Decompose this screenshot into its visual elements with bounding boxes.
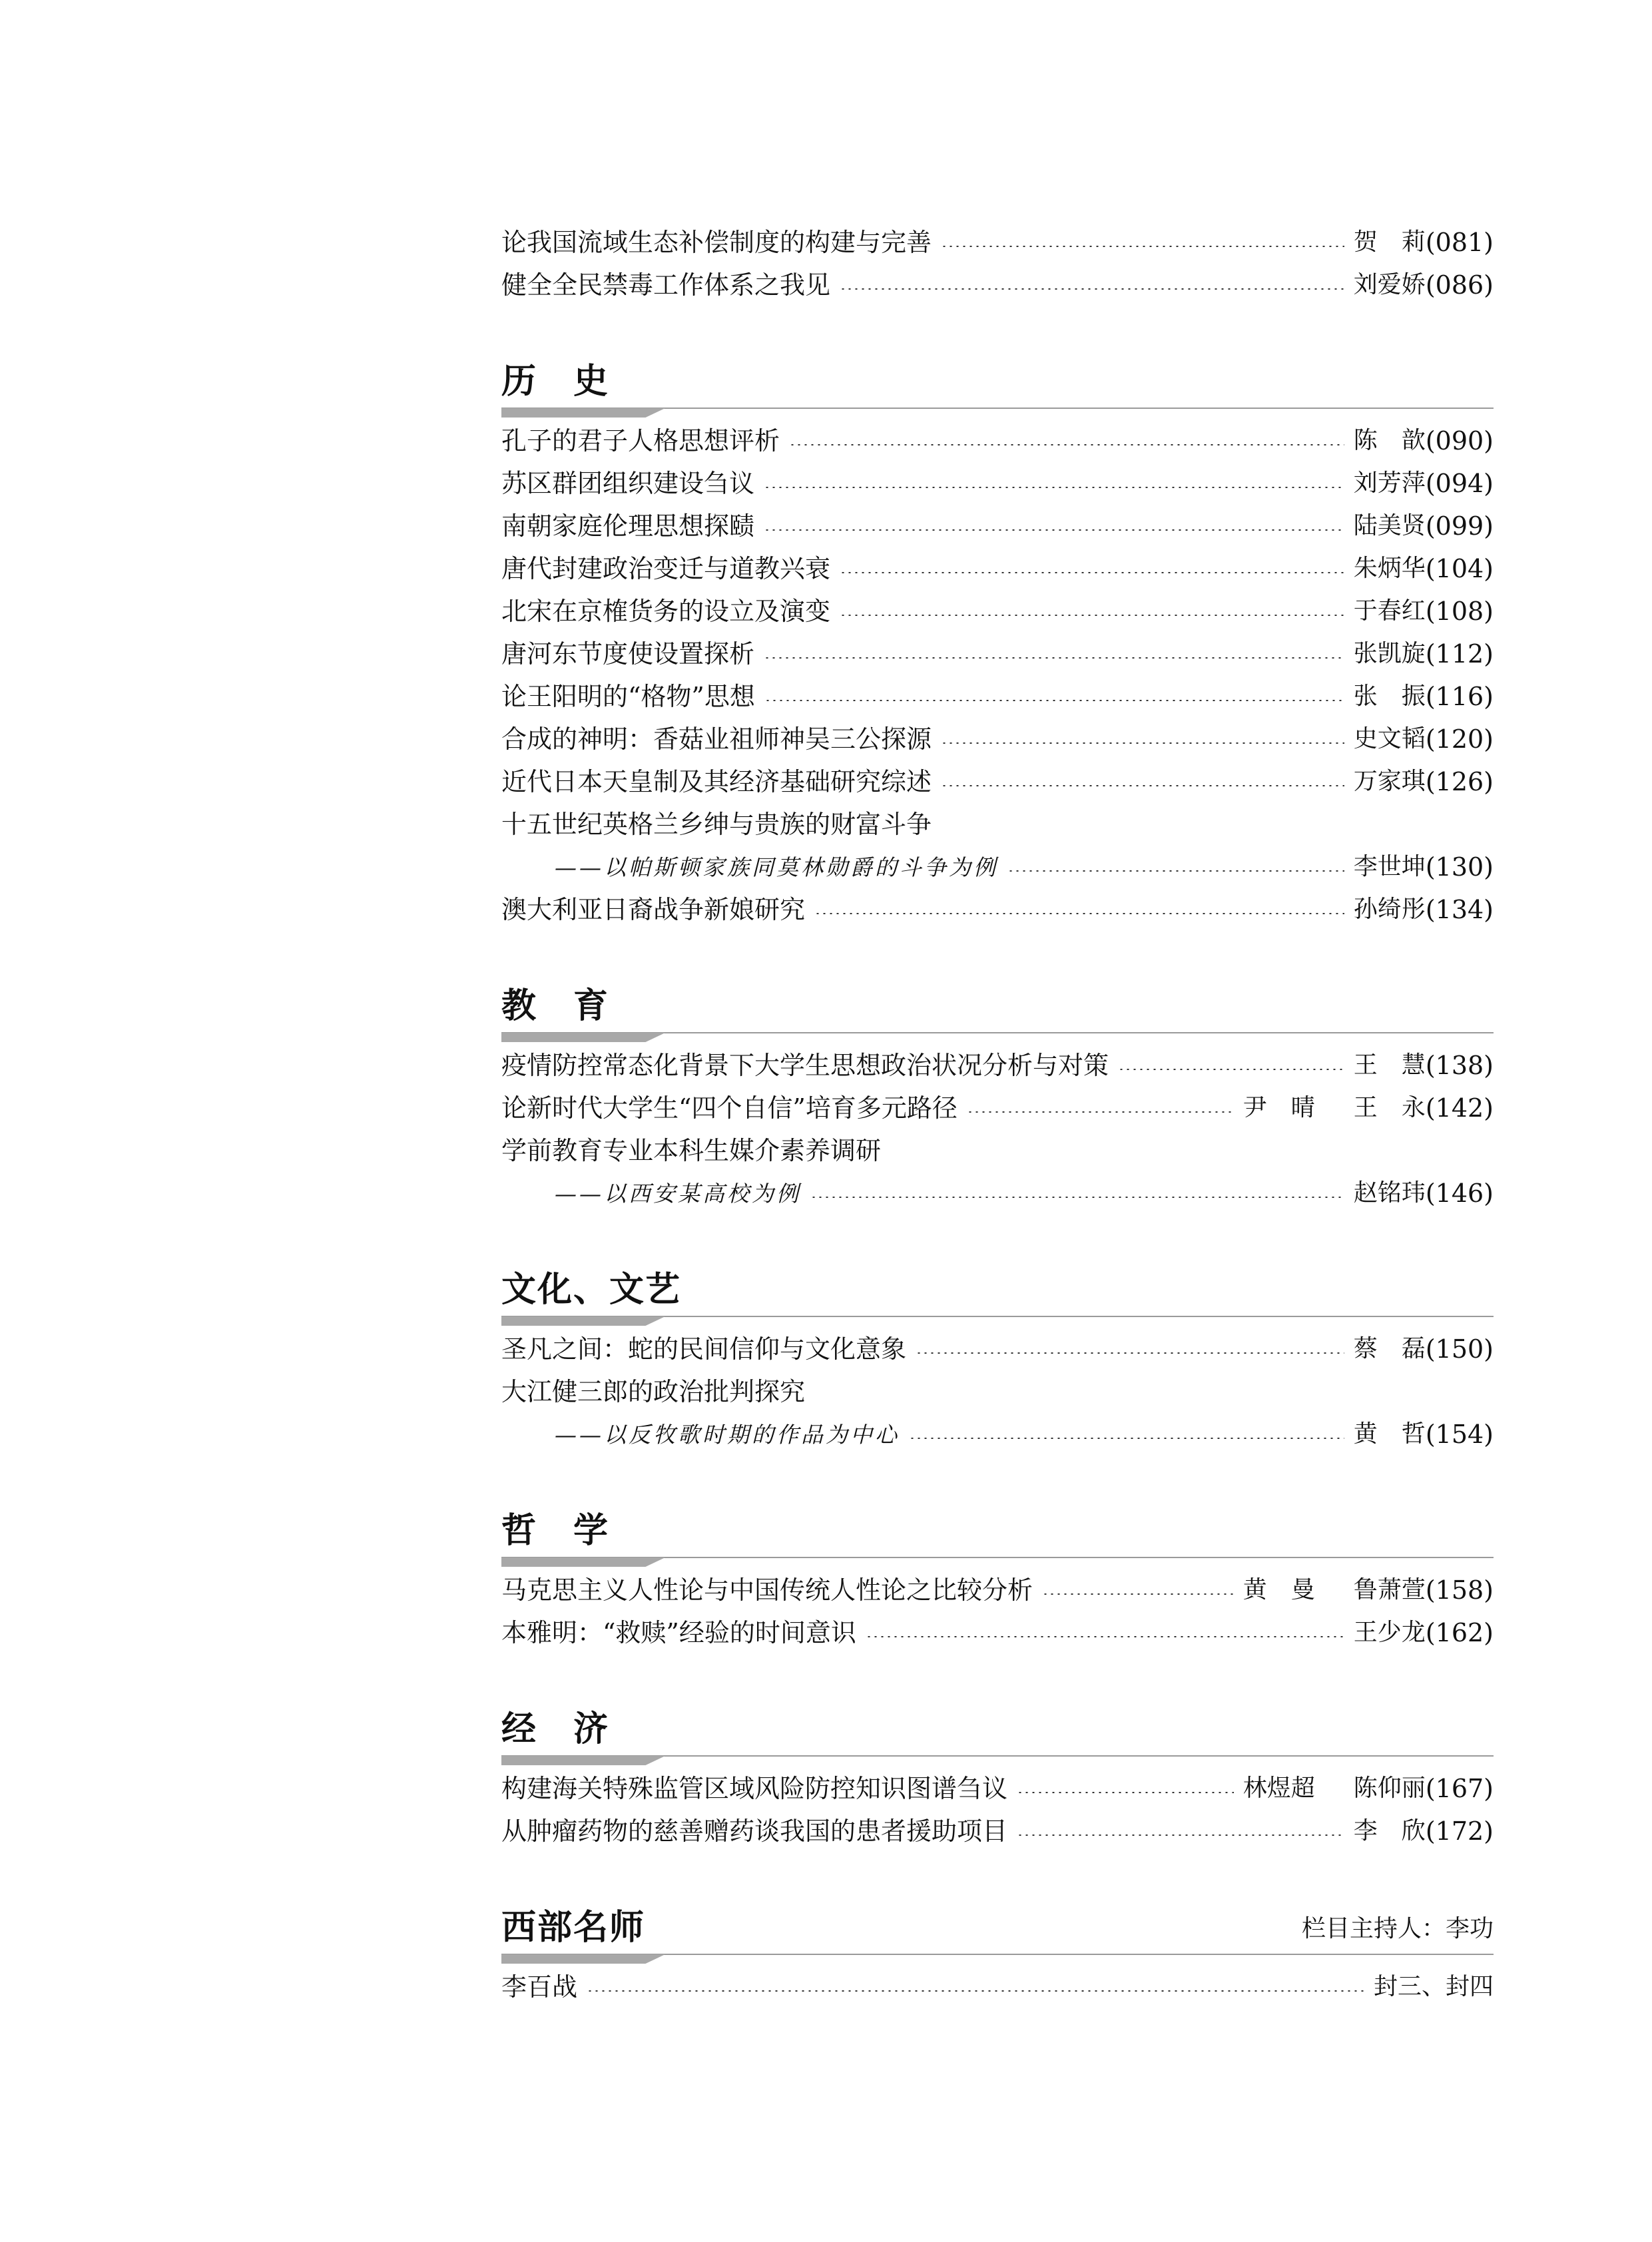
author-name: 张凯旋 <box>1353 640 1426 667</box>
dot-leader <box>764 487 1344 488</box>
entry-authors <box>1243 1578 1426 1602</box>
toc-entry[interactable] <box>501 1172 1494 1215</box>
page-number: (138) <box>1425 1051 1494 1080</box>
toc-entry[interactable] <box>501 264 1494 306</box>
page-number: (081) <box>1425 228 1494 257</box>
entry-title: 论王阳明的“格物”思想 <box>501 682 755 711</box>
entry-authors <box>1354 727 1426 751</box>
toc-section <box>501 220 1494 306</box>
dot-leader <box>814 913 1344 914</box>
author-name: 史文韬 <box>1353 725 1426 752</box>
page-number: (094) <box>1425 469 1494 498</box>
entry-title: 南朝家庭伦理思想探赜 <box>501 511 755 541</box>
page-number: (146) <box>1425 1179 1494 1208</box>
toc-entry[interactable] <box>501 420 1494 462</box>
page-number: (150) <box>1425 1334 1494 1364</box>
page-number: (158) <box>1425 1575 1494 1605</box>
toc-entry[interactable] <box>501 718 1494 760</box>
toc-entry[interactable] <box>501 1129 1494 1172</box>
entry-authors <box>1354 599 1426 623</box>
entry-authors <box>1243 1777 1426 1801</box>
author-name: 黄 曼 <box>1242 1576 1315 1603</box>
author-name: 鲁萧萱 <box>1353 1576 1426 1603</box>
entry-title: 孔子的君子人格思想评析 <box>501 426 780 455</box>
section-accent-bar <box>501 408 665 418</box>
page-number: (162) <box>1425 1618 1494 1647</box>
dot-leader <box>941 742 1344 744</box>
toc-entry[interactable] <box>501 1611 1494 1654</box>
entry-title: 本雅明：“救赎”经验的时间意识 <box>501 1618 856 1647</box>
dot-leader <box>840 288 1344 290</box>
dot-leader <box>1017 1834 1344 1836</box>
page-number: (112) <box>1425 639 1494 669</box>
toc-entry[interactable] <box>501 590 1494 633</box>
toc-entry[interactable] <box>501 1569 1494 1611</box>
section-title: 经 济 <box>501 1709 610 1749</box>
toc-entry[interactable] <box>501 1810 1494 1852</box>
author-name: 赵铭玮 <box>1353 1179 1426 1207</box>
toc-entry[interactable] <box>501 760 1494 803</box>
entry-title: 唐代封建政治变迁与道教兴衰 <box>501 554 831 583</box>
author-name: 尹 晴 <box>1242 1094 1315 1121</box>
author-name: 黄 哲 <box>1353 1420 1426 1448</box>
entry-title: 学前教育专业本科生媒介素养调研 <box>501 1136 882 1165</box>
entry-authors <box>1354 273 1426 297</box>
author-name: 林煜超 <box>1242 1775 1315 1802</box>
section-accent-bar <box>501 1316 665 1326</box>
page-number: (120) <box>1425 724 1494 754</box>
entry-authors <box>1354 770 1426 794</box>
entry-title: 圣凡之间：蛇的民间信仰与文化意象 <box>501 1334 907 1364</box>
toc-entry[interactable] <box>501 1044 1494 1087</box>
author-name: 王 慧 <box>1353 1051 1426 1079</box>
author-name: 王少龙 <box>1353 1619 1426 1646</box>
author-name: 朱炳华 <box>1353 555 1426 582</box>
dot-leader <box>967 1111 1234 1113</box>
section-title: 哲 学 <box>501 1511 610 1551</box>
section-accent-bar <box>501 1557 665 1567</box>
toc-section <box>501 1694 1494 1852</box>
author-name: 贺 莉 <box>1353 228 1426 256</box>
toc-section <box>501 346 1494 931</box>
toc-entry[interactable] <box>501 803 1494 846</box>
section-header <box>501 346 1494 418</box>
entry-title: ——以帕斯顿家族同莫林勋爵的斗争为例 <box>555 854 998 880</box>
entry-title: 健全全民禁毒工作体系之我见 <box>501 270 831 300</box>
entry-authors <box>1354 1422 1426 1446</box>
toc-entry[interactable] <box>501 221 1494 264</box>
dot-leader <box>840 615 1344 616</box>
page-number: (167) <box>1425 1774 1494 1803</box>
page-number: (154) <box>1425 1420 1494 1449</box>
entry-authors <box>1354 557 1426 581</box>
dot-leader <box>1118 1069 1344 1070</box>
author-name: 万家琪 <box>1353 768 1426 795</box>
author-name: 蔡 磊 <box>1353 1335 1426 1362</box>
toc-entry[interactable] <box>501 633 1494 675</box>
dot-leader <box>1042 1593 1234 1595</box>
entry-authors <box>1354 855 1426 879</box>
entry-title: ——以西安某高校为例 <box>555 1180 801 1207</box>
toc-entry[interactable] <box>501 1328 1494 1370</box>
page-number: (126) <box>1425 767 1494 796</box>
table-of-contents <box>501 220 1494 2008</box>
entry-title: ——以反牧歌时期的作品为中心 <box>555 1421 900 1448</box>
page-number: (086) <box>1425 270 1494 300</box>
entry-title: 大江健三郎的政治批判探究 <box>501 1377 806 1406</box>
entry-authors <box>1354 1053 1426 1077</box>
entry-authors <box>1374 1975 1494 1999</box>
dot-leader <box>1007 870 1344 872</box>
entry-title: 李百战 <box>501 1972 578 2002</box>
entry-title: 马克思主义人性论与中国传统人性论之比较分析 <box>501 1575 1033 1605</box>
author-name: 刘芳萍 <box>1353 469 1426 497</box>
page-number: (142) <box>1425 1093 1494 1123</box>
author-name: 封三、封四 <box>1373 1973 1494 2000</box>
section-host: 栏目主持人：李功 <box>1301 1915 1494 1942</box>
toc-entry[interactable] <box>501 1413 1494 1456</box>
toc-entry[interactable] <box>501 888 1494 931</box>
section-title: 历 史 <box>501 362 610 402</box>
entry-authors <box>1354 1621 1426 1645</box>
entry-title: 构建海关特殊监管区域风险防控知识图谱刍议 <box>501 1774 1008 1803</box>
toc-entry[interactable] <box>501 1087 1494 1129</box>
entry-authors <box>1354 514 1426 538</box>
dot-leader <box>866 1636 1344 1637</box>
entry-authors <box>1354 1337 1426 1361</box>
entry-authors <box>1354 685 1426 708</box>
dot-leader <box>840 572 1344 573</box>
toc-entry[interactable] <box>501 1767 1494 1810</box>
author-name: 李 欣 <box>1353 1817 1426 1844</box>
section-header <box>501 1694 1494 1766</box>
toc-entry[interactable] <box>501 1370 1494 1413</box>
entry-title: 苏区群团组织建设刍议 <box>501 469 755 498</box>
author-name: 陆美贤 <box>1353 512 1426 539</box>
entry-authors <box>1243 1096 1426 1120</box>
author-name: 陈 歆 <box>1353 427 1426 454</box>
page-number: (090) <box>1425 426 1494 455</box>
dot-leader <box>916 1352 1344 1354</box>
dot-leader <box>587 1990 1364 1992</box>
page-number: (172) <box>1425 1817 1494 1846</box>
dot-leader <box>941 785 1344 786</box>
toc-entry[interactable] <box>501 675 1494 718</box>
author-name: 张 振 <box>1353 683 1426 710</box>
entry-authors <box>1354 471 1426 495</box>
author-name: 王 永 <box>1353 1094 1426 1121</box>
section-header <box>501 971 1494 1043</box>
dot-leader <box>810 1197 1344 1198</box>
section-title: 西部名师 <box>501 1908 646 1948</box>
dot-leader <box>764 700 1344 701</box>
page-number: (104) <box>1425 554 1494 583</box>
entry-title: 北宋在京榷货务的设立及演变 <box>501 597 831 626</box>
author-name: 刘爱娇 <box>1353 271 1426 298</box>
section-header <box>501 1892 1494 1964</box>
entry-title: 澳大利亚日裔战争新娘研究 <box>501 895 806 924</box>
toc-section <box>501 1255 1494 1456</box>
author-name: 孙绮彤 <box>1353 896 1426 923</box>
author-name: 陈仰丽 <box>1353 1775 1426 1802</box>
entry-authors <box>1354 642 1426 666</box>
toc-entry[interactable] <box>501 846 1494 888</box>
toc-section <box>501 971 1494 1215</box>
dot-leader <box>789 444 1344 445</box>
author-name: 于春红 <box>1353 597 1426 625</box>
entry-title: 近代日本天皇制及其经济基础研究综述 <box>501 767 932 796</box>
page-number: (099) <box>1425 511 1494 541</box>
dot-leader <box>909 1438 1344 1439</box>
dot-leader <box>764 529 1344 531</box>
section-accent-bar <box>501 1756 665 1765</box>
entry-title: 论我国流域生态补偿制度的构建与完善 <box>501 228 932 257</box>
entry-title: 合成的神明：香菇业祖师神吴三公探源 <box>501 724 932 754</box>
toc-entry[interactable] <box>501 505 1494 547</box>
toc-entry[interactable] <box>501 462 1494 505</box>
dot-leader <box>941 246 1344 247</box>
entry-title: 十五世纪英格兰乡绅与贵族的财富斗争 <box>501 810 932 839</box>
entry-title: 从肿瘤药物的慈善赠药谈我国的患者援助项目 <box>501 1817 1008 1846</box>
section-accent-bar <box>501 1954 665 1964</box>
section-title: 教 育 <box>501 986 610 1026</box>
entry-title: 论新时代大学生“四个自信”培育多元路径 <box>501 1093 958 1123</box>
author-name: 李世坤 <box>1353 853 1426 880</box>
page-number: (134) <box>1425 895 1494 924</box>
page-number: (116) <box>1425 682 1494 711</box>
entry-authors <box>1354 1819 1426 1843</box>
entry-title: 疫情防控常态化背景下大学生思想政治状况分析与对策 <box>501 1051 1109 1080</box>
dot-leader <box>1017 1792 1234 1793</box>
entry-authors <box>1354 1181 1426 1205</box>
page-number: (108) <box>1425 597 1494 626</box>
section-header <box>501 1255 1494 1326</box>
section-title: 文化、文艺 <box>501 1270 682 1310</box>
entry-title: 唐河东节度使设置探析 <box>501 639 755 669</box>
page-number: (130) <box>1425 852 1494 882</box>
toc-entry[interactable] <box>501 547 1494 590</box>
toc-section <box>501 1496 1494 1654</box>
entry-authors <box>1354 230 1426 254</box>
toc-entry[interactable] <box>501 1966 1494 2008</box>
entry-authors <box>1354 898 1426 922</box>
toc-section <box>501 1892 1494 2008</box>
section-accent-bar <box>501 1033 665 1042</box>
dot-leader <box>764 657 1344 659</box>
section-header <box>501 1496 1494 1567</box>
entry-authors <box>1354 429 1426 453</box>
